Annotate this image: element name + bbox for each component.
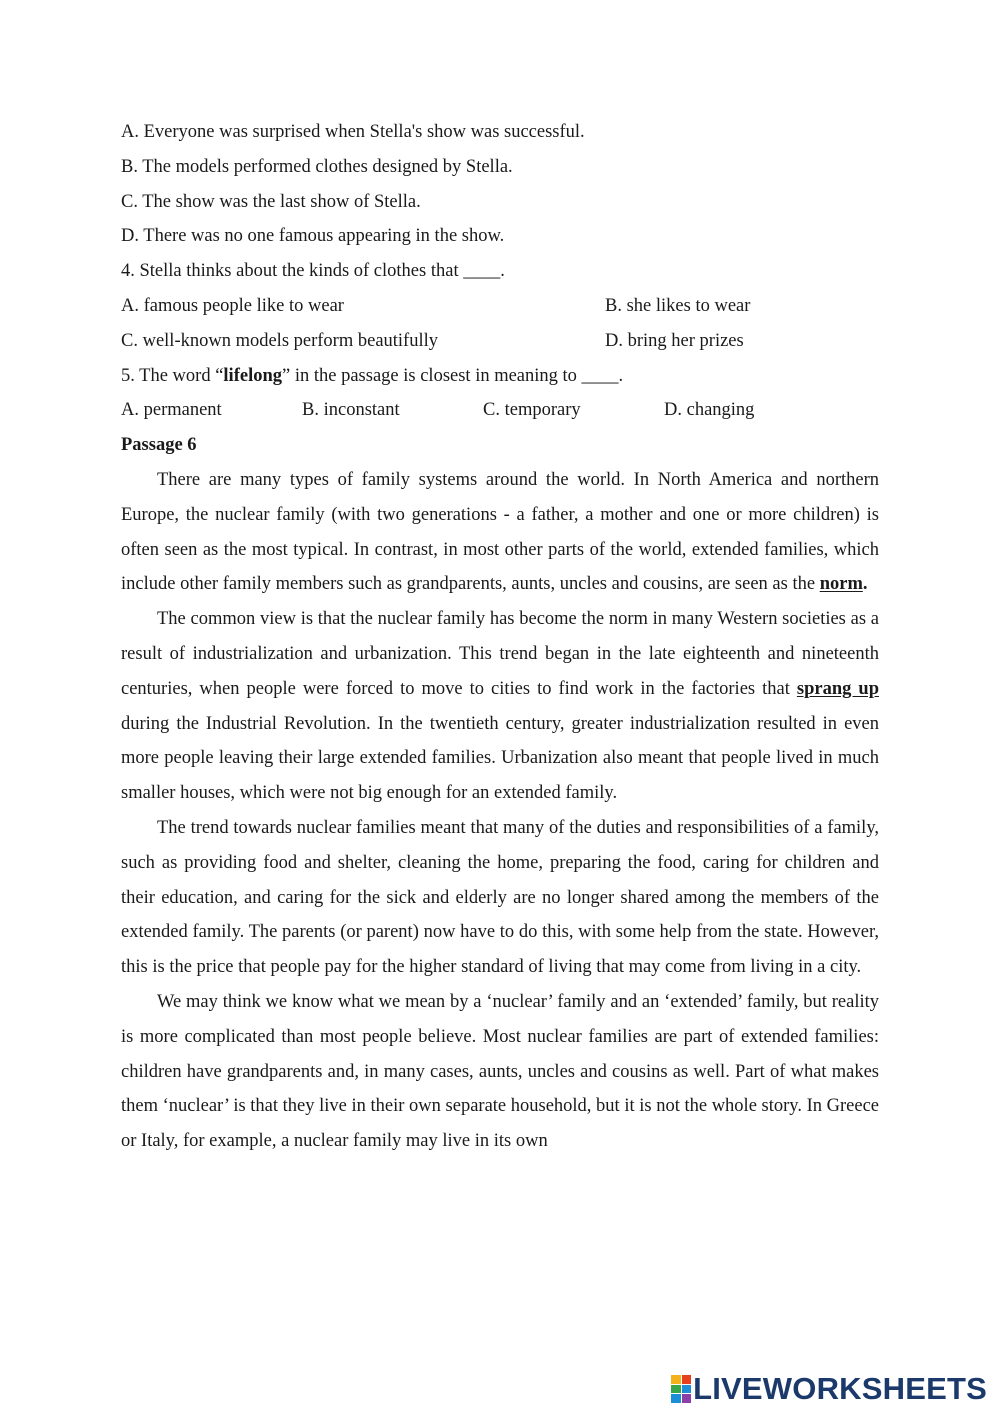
q3-option-c: C. The show was the last show of Stella. (121, 191, 421, 212)
liveworksheets-logo (671, 1372, 987, 1406)
p1-text: There are many types of family systems around the world. In North America and northern Europe, the nuclear family (with two generations - a father, a mother and one or more children) is often seen as the most typical. In contrast, in most other parts of the world, extended families, which include other family members such as grandparents, aunts, uncles and cousins, are seen as the (121, 469, 879, 595)
passage-paragraph-4: We may think we know what we mean by a ‘nuclear’ family and an ‘extended’ family, but reality is more complicated than most people believe. Most nuclear families are part of extended families: children have grandparents and, in many cases, aunts, uncles and cousins as well. Part of what makes them ‘nuclear’ is that they live in their own separate household, but it is not the whole story. In Greece or Italy, for example, a nuclear family may live in its own (121, 991, 879, 1152)
q5-stem-before: 5. The word “ (121, 365, 224, 386)
logo-text: LIVEWORKSHEETS (693, 1371, 987, 1406)
q4-option-c: C. well-known models perform beautifully (121, 330, 439, 351)
q5-keyword: lifelong (223, 365, 283, 386)
q3-option-b: B. The models performed clothes designed by Stella. (121, 156, 513, 177)
q4-options-row-2 (121, 324, 879, 359)
p2-after: during the Industrial Revolution. In the twentieth century, greater industrialization resulted in even more people leaving their large extended families. Urbanization also meant that people lived in much smaller houses, which were not big enough for an extended family. (121, 713, 879, 804)
keyword-norm: norm (819, 574, 863, 595)
q5-options (121, 393, 879, 428)
q3-option-a: A. Everyone was surprised when Stella's show was successful. (121, 122, 585, 142)
worksheet-page (121, 115, 879, 1159)
q5-option-a: A. permanent (121, 400, 222, 421)
q4-stem: 4. Stella thinks about the kinds of clothes that ____. (121, 261, 505, 282)
passage-paragraph-3: The trend towards nuclear families meant that many of the duties and responsibilities of a family, such as providing food and shelter, cleaning the home, preparing the food, caring for children and their education, and caring for the sick and elderly are no longer shared among the members of the extended family. The parents (or parent) now have to do this, with some help from the state. However, this is the price that people pay for the higher standard of living that may come from living in a city. (121, 817, 879, 978)
q5-stem (121, 359, 879, 394)
q4-options-row-1 (121, 289, 879, 324)
q5-option-c: C. temporary (483, 400, 581, 421)
q3-option-d: D. There was no one famous appearing in the show. (121, 226, 505, 247)
q5-option-b: B. inconstant (302, 400, 400, 421)
logo-mark-icon (671, 1375, 691, 1403)
p2-before: The common view is that the nuclear family has become the norm in many Western societies as a result of industrialization and urbanization. This trend began in the late eighteenth and nineteenth centuries, when people were forced to move to cities to find work in the factories that (121, 609, 879, 699)
passage-paragraph-1 (121, 463, 879, 602)
q4-option-a: A. famous people like to wear (121, 295, 344, 316)
q5-stem-after: ” in the passage is closest in meaning to ____. (282, 365, 624, 386)
passage-paragraph-2 (121, 602, 879, 811)
p1-end: . (862, 574, 868, 595)
q4-option-b: B. she likes to wear (605, 295, 751, 316)
q5-option-d: D. changing (664, 400, 755, 421)
keyword-sprang-up: sprang up (796, 678, 879, 699)
passage-title: Passage 6 (121, 435, 197, 456)
q4-option-d: D. bring her prizes (605, 330, 744, 351)
